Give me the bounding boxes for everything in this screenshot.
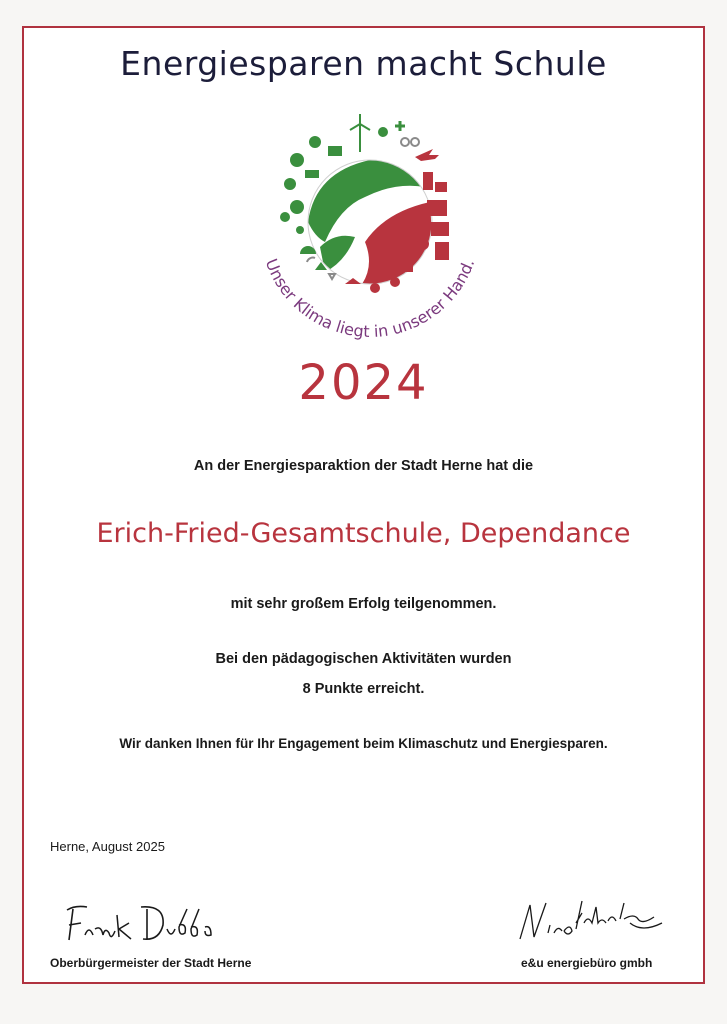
logo-slogan: Unser Klima liegt in unserer Hand. <box>261 256 479 342</box>
place-date: Herne, August 2025 <box>50 839 165 854</box>
activities-line-1: Bei den pädagogischen Aktivitäten wurden <box>215 651 512 667</box>
thanks-text: Wir danken Ihnen für Ihr Engagement beim Klimaschutz und Energiesparen. <box>119 736 608 751</box>
climate-globe-logo <box>245 112 495 342</box>
energy-office-signature <box>512 893 672 955</box>
mayor-signature <box>55 895 255 955</box>
activities-line-2: 8 Punkte erreicht. <box>302 681 425 697</box>
certificate-year: 2024 <box>298 355 429 411</box>
intro-text: An der Energiesparaktion der Stadt Herne hat die <box>193 458 534 474</box>
participation-text: mit sehr großem Erfolg teilgenommen. <box>230 596 497 612</box>
certificate-title: Energiesparen macht Schule <box>120 44 607 83</box>
mayor-caption: Oberbürgermeister der Stadt Herne <box>50 956 252 970</box>
energy-office-caption: e&u energiebüro gmbh <box>521 956 653 970</box>
school-name: Erich-Fried-Gesamtschule, Dependance <box>96 518 631 549</box>
